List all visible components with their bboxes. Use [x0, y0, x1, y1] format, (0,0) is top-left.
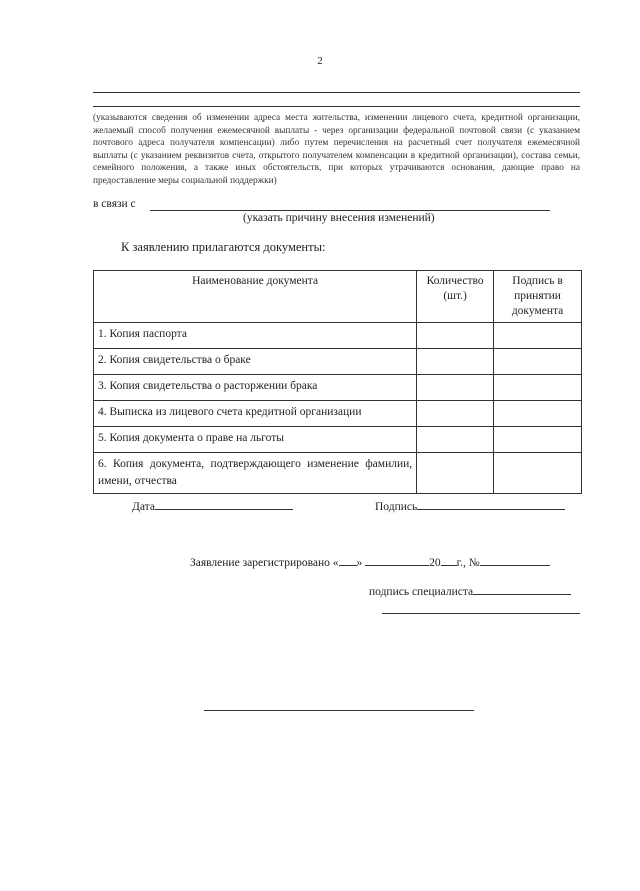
- document-name-cell: 4. Выписка из лицевого счета кредитной организации: [94, 401, 417, 427]
- documents-table: [93, 270, 582, 494]
- quantity-cell: [417, 401, 494, 427]
- document-name-cell: 6. Копия документа, подтверждающего изменение фамилии, имени, отчества: [94, 453, 417, 494]
- signature-blank-line: [417, 499, 565, 510]
- quantity-cell: [417, 349, 494, 375]
- blank-line: [93, 106, 580, 107]
- registration-number-blank: [480, 555, 550, 566]
- table-row: [94, 427, 582, 453]
- registration-month-blank: [365, 555, 429, 566]
- column-header-quantity: Количество (шт.): [417, 271, 494, 323]
- table-row: [94, 349, 582, 375]
- registration-line: [190, 555, 550, 569]
- signature-cell: [494, 453, 582, 494]
- reason-label: в связи с: [93, 198, 136, 210]
- page-number: 2: [317, 55, 323, 67]
- signature-cell: [494, 349, 582, 375]
- table-row: [94, 453, 582, 494]
- quantity-cell: [417, 323, 494, 349]
- specialist-signature-blank: [473, 584, 571, 595]
- registration-prefix: Заявление зарегистрировано «: [190, 557, 339, 569]
- registration-year-blank: [441, 555, 457, 566]
- document-name-cell: 2. Копия свидетельства о браке: [94, 349, 417, 375]
- signature-cell: [494, 375, 582, 401]
- reason-blank-line: [150, 210, 550, 211]
- quantity-cell: [417, 427, 494, 453]
- blank-line: [93, 92, 580, 93]
- quantity-cell: [417, 453, 494, 494]
- document-name-cell: 1. Копия паспорта: [94, 323, 417, 349]
- document-name-cell: 3. Копия свидетельства о расторжении брака: [94, 375, 417, 401]
- quantity-cell: [417, 375, 494, 401]
- date-label: Дата: [132, 501, 155, 513]
- date-blank-line: [155, 499, 293, 510]
- registration-day-blank: [339, 555, 357, 566]
- reason-hint: (указать причину внесения изменений): [243, 212, 435, 224]
- registration-year-suffix: г., №: [456, 557, 480, 569]
- specialist-name-line: [382, 613, 580, 614]
- bottom-signature-line: [204, 710, 474, 711]
- instruction-note: (указываются сведения об изменении адреса места жительства, изменении лицевого счета, кредитной организации, желаемый способ получения ежемесячной выплаты - через организации федеральной почтовой связи (с указанием почтового адреса получателя компенсации) либо путем перечисления на расчетный счет получателя ежемесячной выплаты (с указанием реквизитов счета, открытого получателем компенсации в кредитной организации), состава семьи, семейного положения, а также иных обстоятельств, при которых утрачиваются основания, дающие право на предоставление меры социальной поддержки): [93, 113, 580, 186]
- column-header-name: Наименование документа: [94, 271, 417, 323]
- specialist-signature-field: [369, 584, 571, 598]
- table-row: [94, 375, 582, 401]
- registration-quote-close: »: [356, 557, 363, 569]
- document-name-cell: 5. Копия документа о праве на льготы: [94, 427, 417, 453]
- signature-cell: [494, 323, 582, 349]
- signature-field: [375, 499, 565, 513]
- signature-cell: [494, 427, 582, 453]
- specialist-signature-label: подпись специалиста: [369, 586, 474, 598]
- column-header-signature: Подпись в принятии документа: [494, 271, 582, 323]
- reason-row: [93, 198, 136, 210]
- date-field: [132, 499, 293, 513]
- table-header-row: [94, 271, 582, 323]
- registration-year-prefix: 20: [429, 557, 441, 569]
- signature-cell: [494, 401, 582, 427]
- table-row: [94, 401, 582, 427]
- documents-heading: К заявлению прилагаются документы:: [121, 240, 326, 254]
- signature-label: Подпись: [375, 501, 418, 513]
- table-row: [94, 323, 582, 349]
